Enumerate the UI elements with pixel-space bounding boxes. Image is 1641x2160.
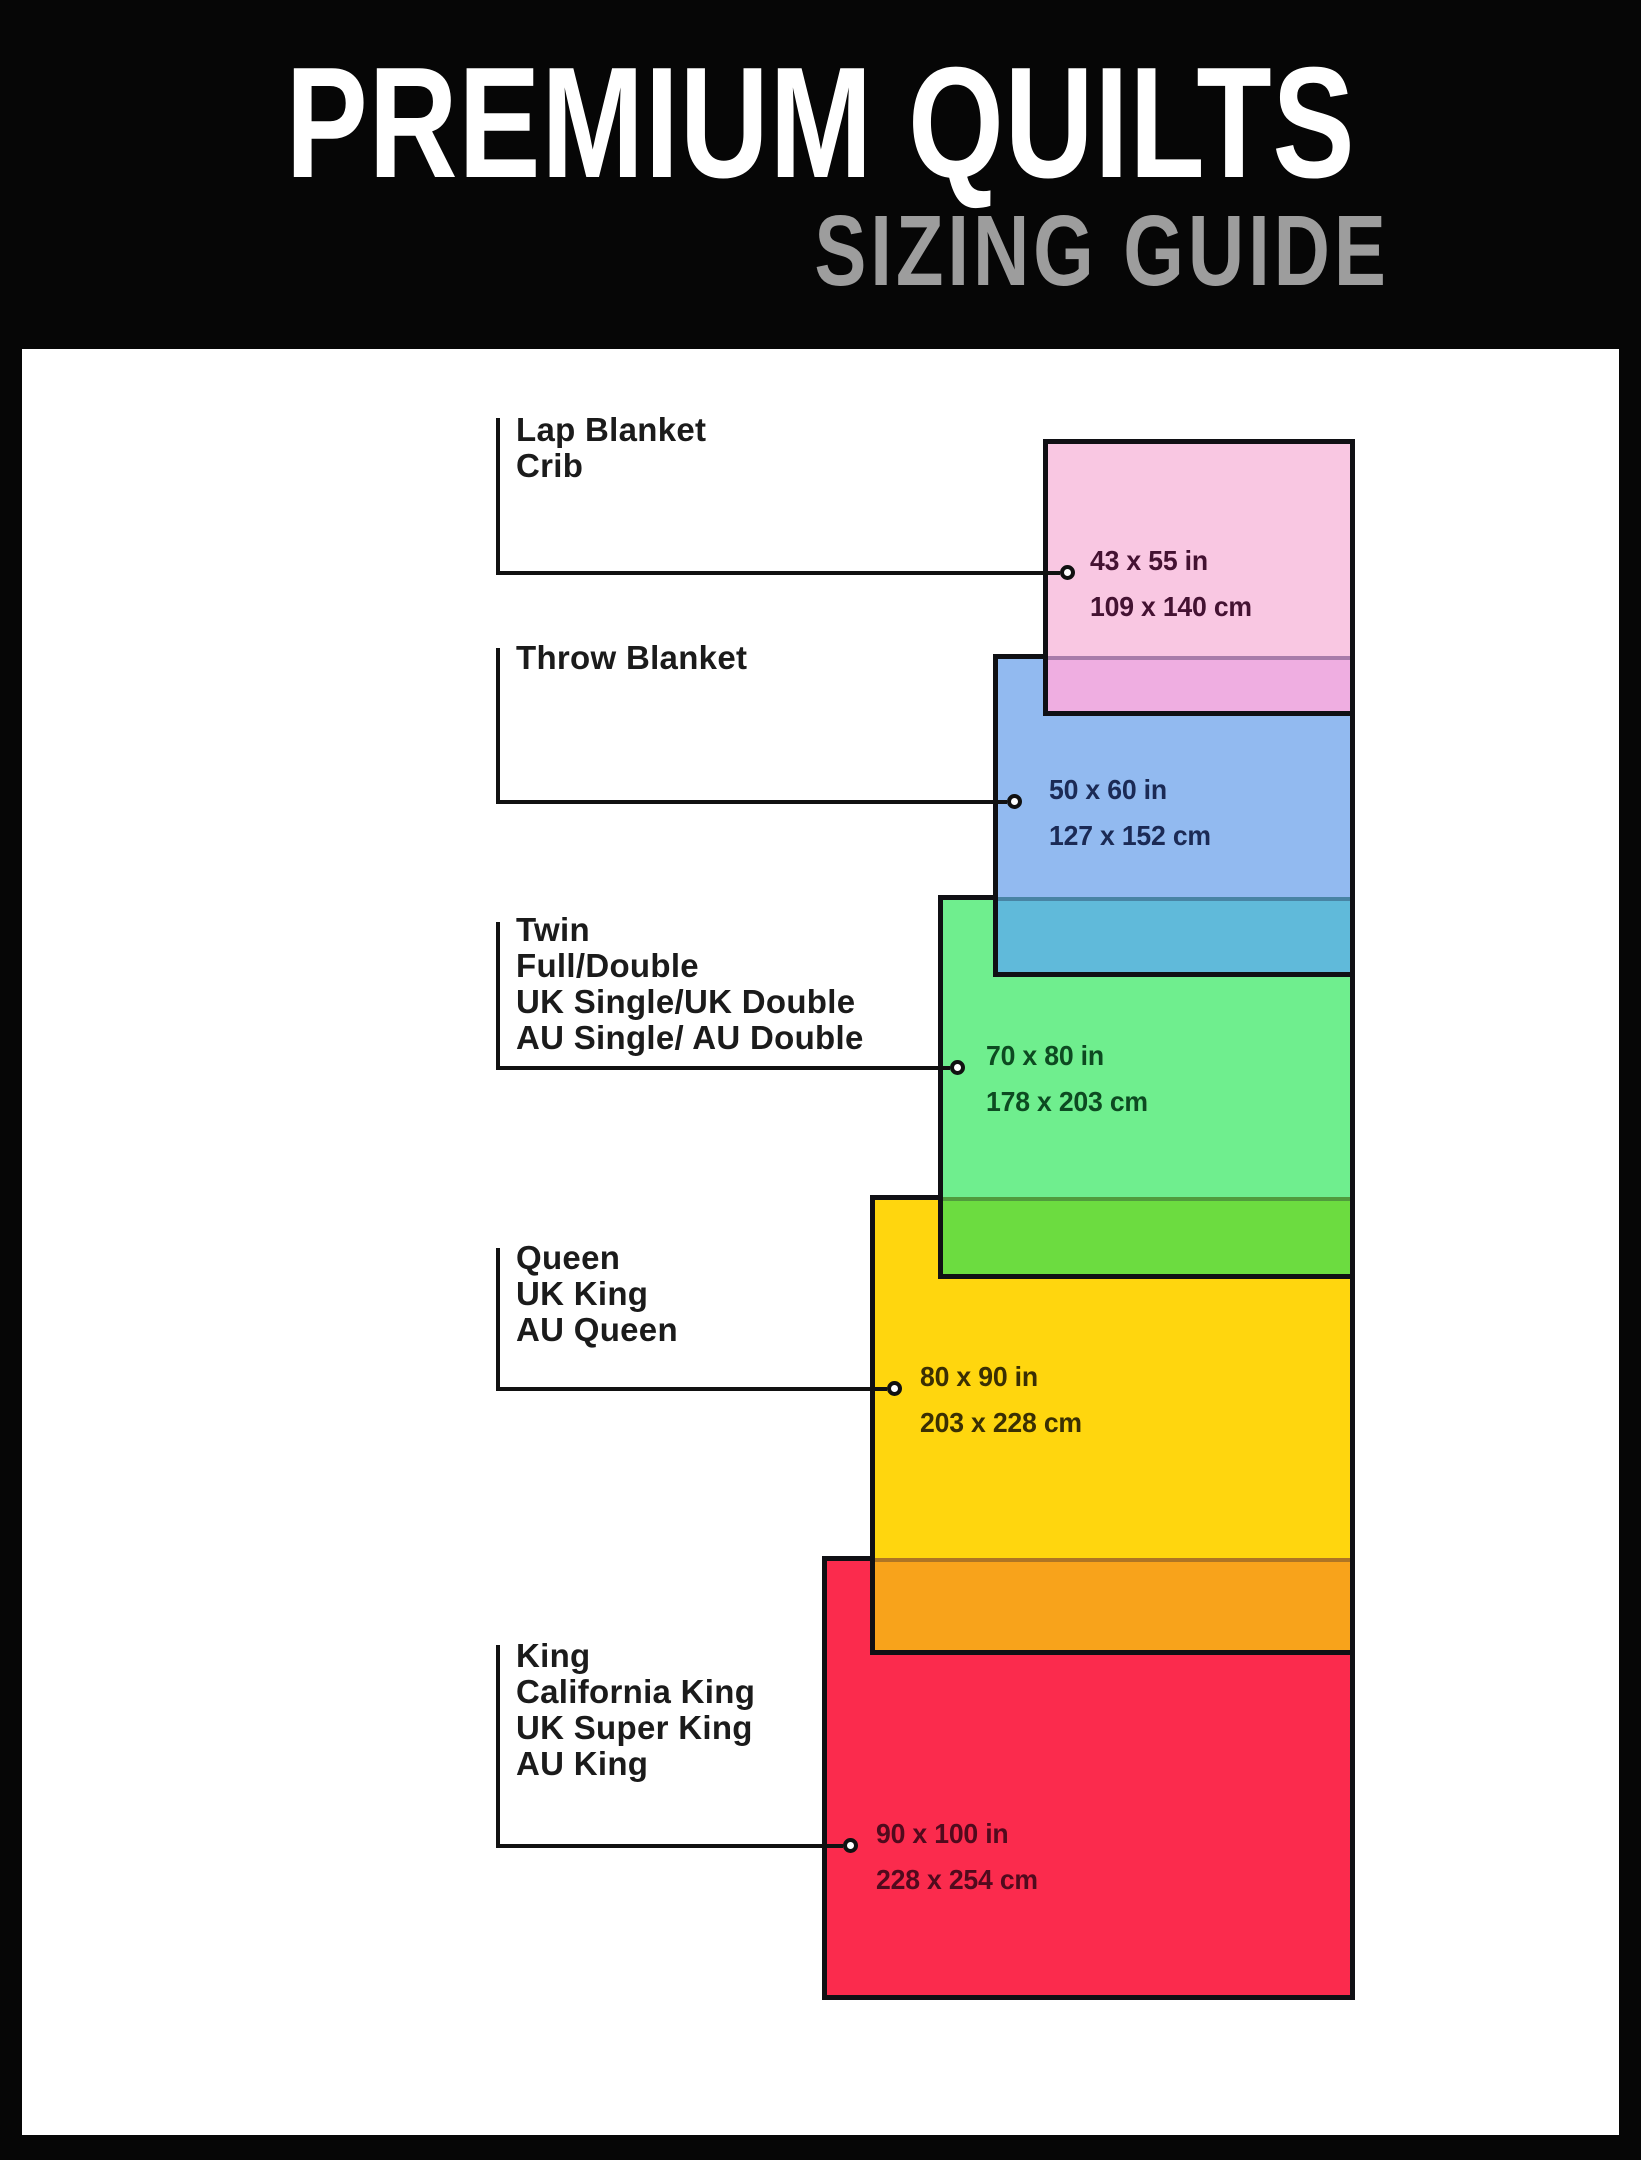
- twin-marker-circle: [950, 1060, 965, 1075]
- lap-label-block: [516, 412, 706, 484]
- king-dimensions: [876, 1811, 1038, 1903]
- throw-connector-hline: [496, 800, 1007, 804]
- label-line: Twin: [516, 911, 590, 948]
- throw-marker-circle: [1007, 794, 1022, 809]
- label-line: King: [516, 1637, 591, 1674]
- throw-twin-overlap: [998, 897, 1350, 972]
- label-line: Crib: [516, 447, 584, 484]
- twin-dimensions: [986, 1033, 1148, 1125]
- label-line: Lap Blanket: [516, 411, 707, 448]
- dimension-cm: 109 x 140 cm: [1090, 591, 1252, 622]
- dimension-cm: 178 x 203 cm: [986, 1086, 1148, 1117]
- lap-dimensions: [1090, 538, 1252, 630]
- label-line: AU Single/ AU Double: [516, 1019, 864, 1056]
- queen-king-overlap: [875, 1558, 1350, 1650]
- label-line: California King: [516, 1673, 756, 1710]
- queen-marker-circle: [887, 1381, 902, 1396]
- lap-connector-hline: [496, 571, 1060, 575]
- queen-label-block: [516, 1240, 678, 1348]
- label-line: UK King: [516, 1275, 649, 1312]
- throw-label-block: [516, 640, 747, 676]
- page-title: PREMIUM QUILTS: [285, 35, 1356, 211]
- label-line: Full/Double: [516, 947, 699, 984]
- dimension-inches: 50 x 60 in: [1049, 774, 1167, 805]
- king-marker-circle: [843, 1838, 858, 1853]
- lap-throw-overlap: [1048, 656, 1350, 711]
- throw-dimensions: [1049, 767, 1211, 859]
- lap-connector-vline: [496, 418, 500, 571]
- king-connector-vline: [496, 1645, 500, 1844]
- king-label-block: [516, 1638, 755, 1782]
- king-connector-hline: [496, 1844, 843, 1848]
- label-line: Queen: [516, 1239, 621, 1276]
- queen-dimensions: [920, 1354, 1082, 1446]
- page-subtitle: SIZING GUIDE: [814, 195, 1390, 307]
- dimension-cm: 203 x 228 cm: [920, 1407, 1082, 1438]
- queen-connector-hline: [496, 1387, 887, 1391]
- twin-connector-vline: [496, 922, 500, 1066]
- queen-connector-vline: [496, 1248, 500, 1387]
- lap-marker-circle: [1060, 565, 1075, 580]
- dimension-inches: 70 x 80 in: [986, 1040, 1104, 1071]
- label-line: Throw Blanket: [516, 639, 748, 676]
- twin-label-block: [516, 912, 864, 1056]
- label-line: UK Single/UK Double: [516, 983, 856, 1020]
- twin-connector-hline: [496, 1066, 950, 1070]
- twin-queen-overlap: [943, 1197, 1350, 1274]
- dimension-cm: 228 x 254 cm: [876, 1864, 1038, 1895]
- dimension-inches: 80 x 90 in: [920, 1361, 1038, 1392]
- dimension-inches: 90 x 100 in: [876, 1818, 1009, 1849]
- content-area: [22, 349, 1619, 2135]
- label-line: AU King: [516, 1745, 649, 1782]
- label-line: UK Super King: [516, 1709, 753, 1746]
- dimension-inches: 43 x 55 in: [1090, 545, 1208, 576]
- dimension-cm: 127 x 152 cm: [1049, 820, 1211, 851]
- throw-connector-vline: [496, 648, 500, 800]
- label-line: AU Queen: [516, 1311, 678, 1348]
